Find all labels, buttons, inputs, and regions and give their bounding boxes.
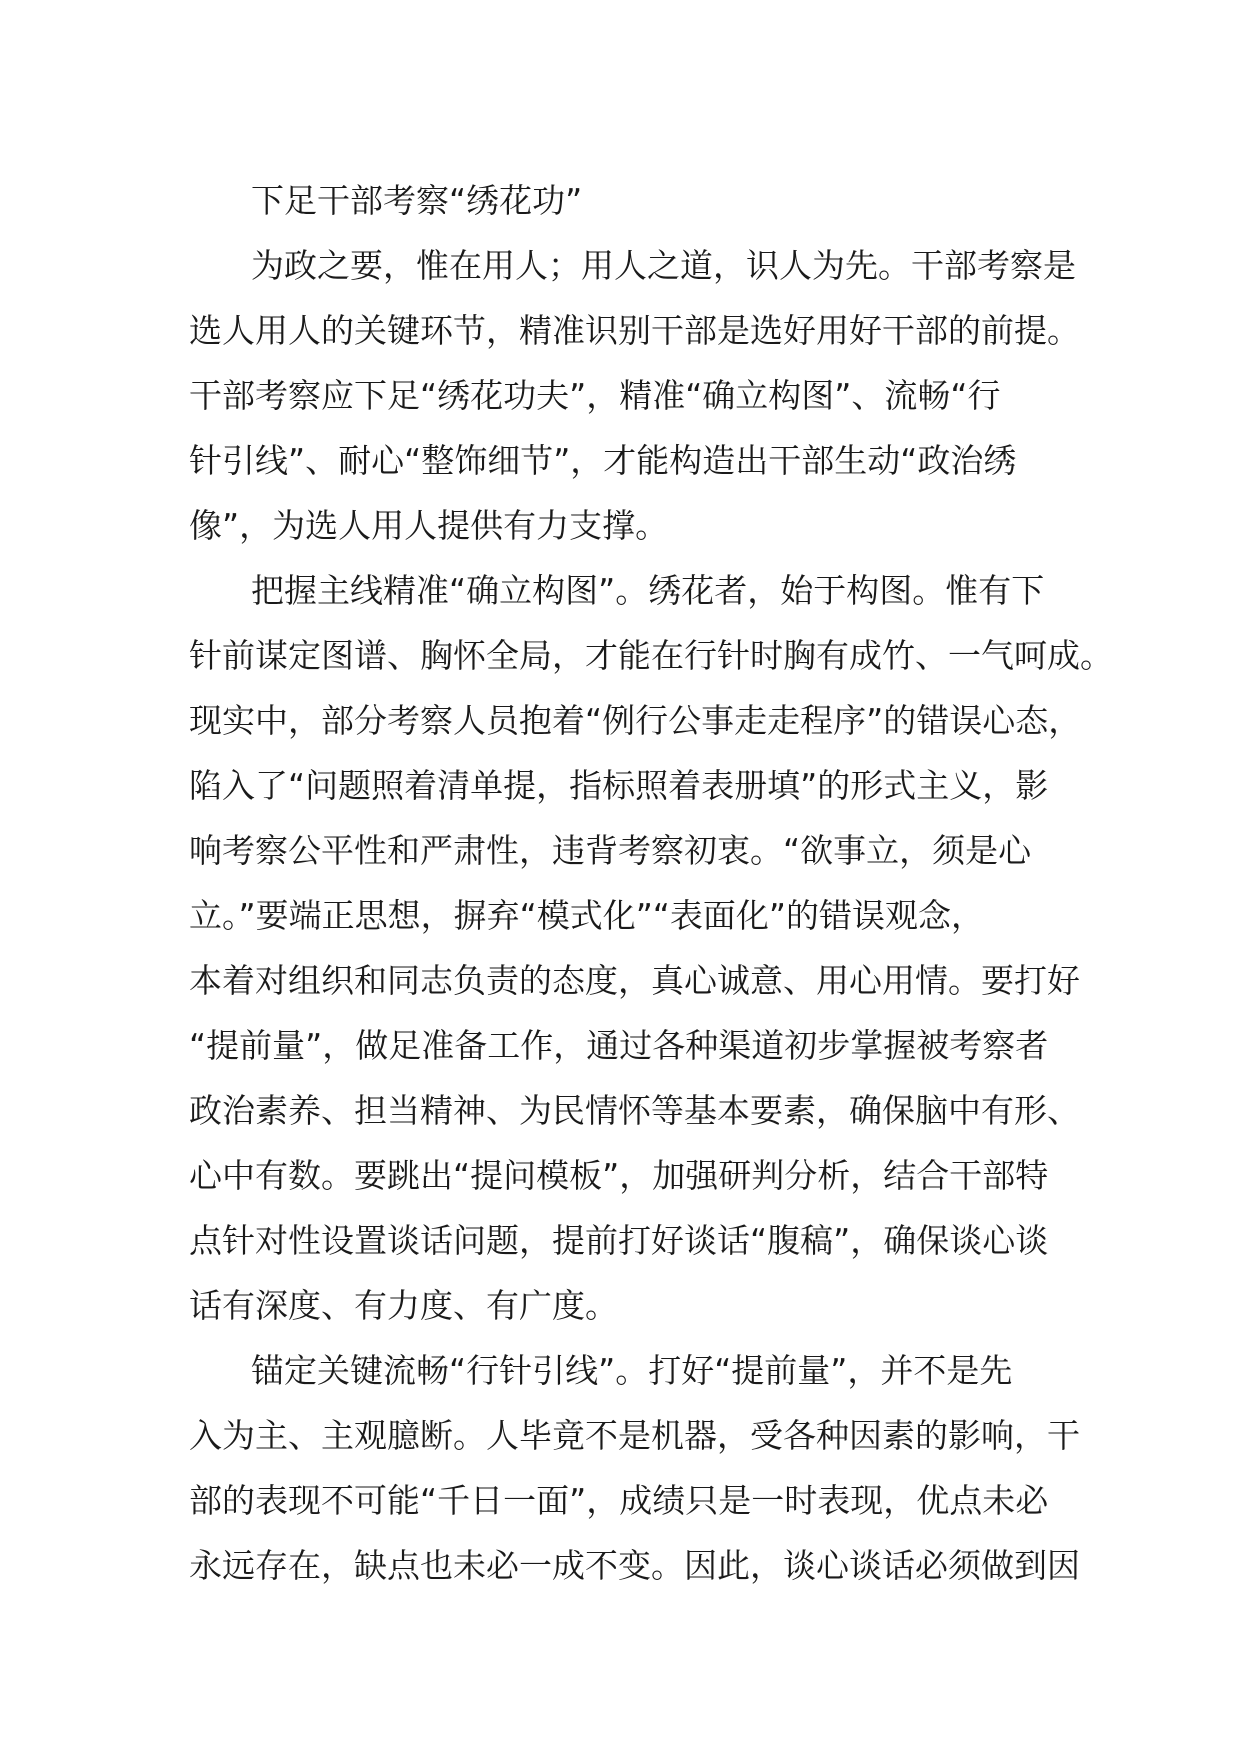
text-line: 为政之要，惟在用人；用人之道，识人为先。干部考察是 — [251, 246, 1076, 285]
text-line: 立。”要端正思想，摒弃“模式化”“表面化”的错误观念， — [189, 896, 984, 935]
text-line: 永远存在，缺点也未必一成不变。因此，谈心谈话必须做到因 — [189, 1546, 1080, 1585]
text-line: 本着对组织和同志负责的态度，真心诚意、用心用情。要打好 — [189, 961, 1080, 1000]
text-line: 点针对性设置谈话问题，提前打好谈话“腹稿”，确保谈心谈 — [189, 1221, 1049, 1260]
document-body — [189, 168, 1113, 1598]
text-line: 政治素养、担当精神、为民情怀等基本要素，确保脑中有形、 — [189, 1091, 1080, 1130]
text-line: 像”，为选人用人提供有力支撑。 — [189, 506, 669, 545]
document-title: 下足干部考察“绣花功” — [251, 181, 583, 220]
text-line: 话有深度、有力度、有广度。 — [189, 1286, 618, 1325]
paragraph-intro — [189, 233, 1080, 558]
text-line: 选人用人的关键环节，精准识别干部是选好用好干部的前提。 — [189, 311, 1080, 350]
text-line: 部的表现不可能“千日一面”，成绩只是一时表现，优点未必 — [189, 1481, 1049, 1520]
text-line: 入为主、主观臆断。人毕竟不是机器，受各种因素的影响，干 — [189, 1416, 1080, 1455]
text-line: 现实中，部分考察人员抱着“例行公事走走程序”的错误心态， — [189, 701, 1082, 740]
paragraph-threading — [189, 1338, 1080, 1598]
text-line: 把握主线精准“确立构图”。绣花者，始于构图。惟有下 — [251, 571, 1045, 610]
text-line: 心中有数。要跳出“提问模板”，加强研判分析，结合干部特 — [189, 1156, 1049, 1195]
text-line: 针前谋定图谱、胸怀全局，才能在行针时胸有成竹、一气呵成。 — [189, 636, 1113, 675]
text-line: 干部考察应下足“绣花功夫”，精准“确立构图”、流畅“行 — [189, 376, 1001, 415]
text-line: 锚定关键流畅“行针引线”。打好“提前量”，并不是先 — [251, 1351, 1013, 1390]
text-line: “提前量”，做足准备工作，通过各种渠道初步掌握被考察者 — [189, 1026, 1049, 1065]
text-line: 陷入了“问题照着清单提，指标照着表册填”的形式主义，影 — [189, 766, 1049, 805]
text-line: 针引线”、耐心“整饰细节”，才能构造出干部生动“政治绣 — [189, 441, 1017, 480]
paragraph-composition — [189, 558, 1113, 1338]
text-line: 响考察公平性和严肃性，违背考察初衷。“欲事立，须是心 — [189, 831, 1032, 870]
